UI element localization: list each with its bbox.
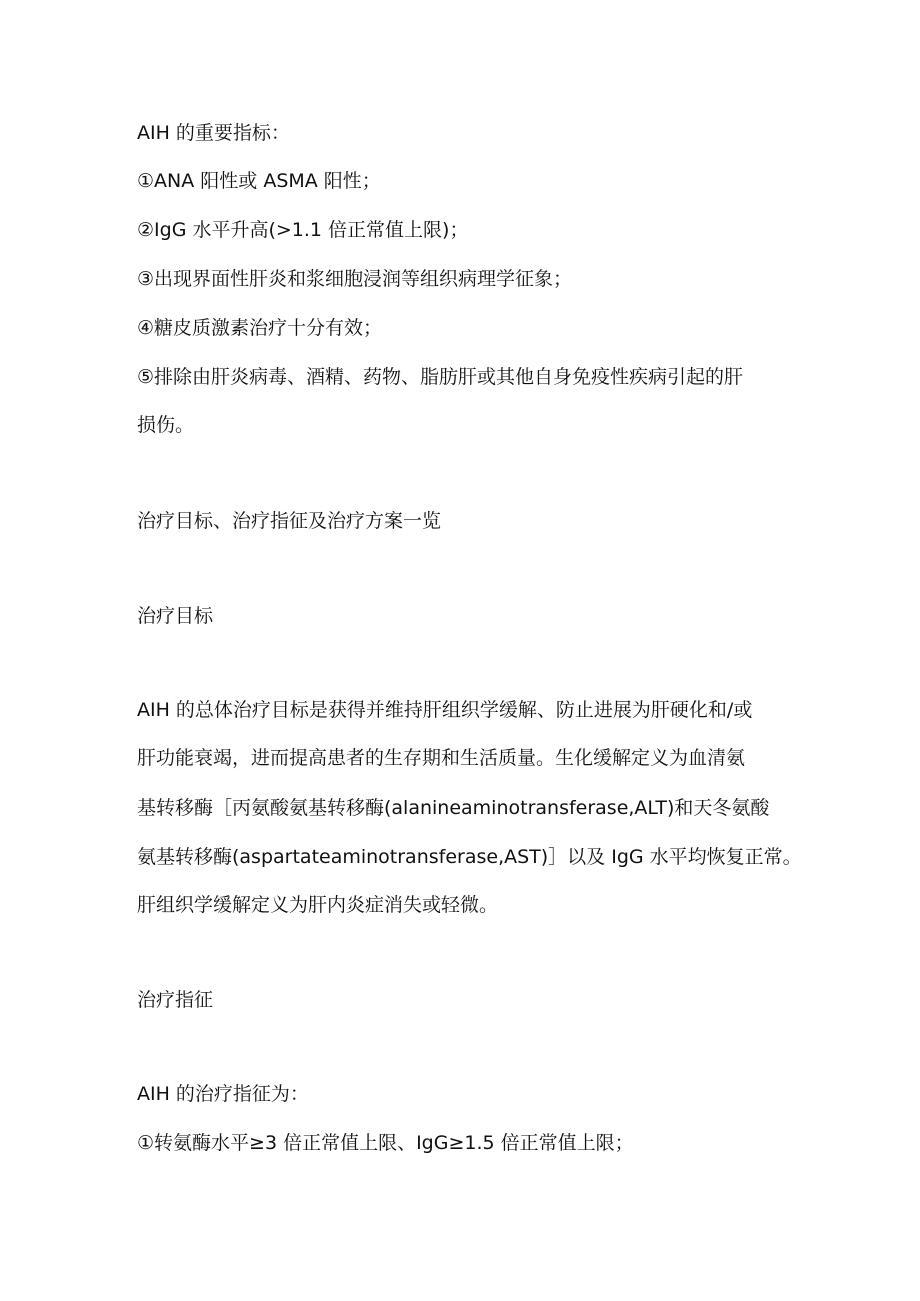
criteria-item-1: ①ANA 阳性或 ASMA 阳性； [137,170,381,192]
section-title-treatment-indication: 治疗指征 [137,989,214,1011]
indication-heading: AIH 的治疗指征为： [137,1083,309,1105]
section-title-overview: 治疗目标、治疗指征及治疗方案一览 [137,510,442,532]
goal-paragraph-line-5: 肝组织学缓解定义为肝内炎症消失或轻微。 [137,894,499,916]
criteria-item-2: ②IgG 水平升高(>1.1 倍正常值上限)； [137,219,469,241]
indication-item-1: ①转氨酶水平≥3 倍正常值上限、IgG≥1.5 倍正常值上限； [137,1132,634,1154]
goal-paragraph-line-2: 肝功能衰竭，进而提高患者的生存期和生活质量。生化缓解定义为血清氨 [137,747,746,769]
goal-paragraph-line-4: 氨基转移酶(aspartateaminotransferase,AST)］以及 IgG 水平均恢复正常。 [137,846,802,868]
goal-paragraph-line-1: AIH 的总体治疗目标是获得并维持肝组织学缓解、防止进展为肝硬化和/或 [137,699,753,721]
criteria-item-5-continued: 损伤。 [137,414,195,436]
criteria-item-5: ⑤排除由肝炎病毒、酒精、药物、脂肪肝或其他自身免疫性疾病引起的肝 [137,366,744,388]
goal-paragraph-line-3: 基转移酶［丙氨酸氨基转移酶(alanineaminotransferase,ALT)和天冬氨酸 [137,797,770,819]
criteria-heading: AIH 的重要指标： [137,122,290,144]
criteria-item-4: ④糖皮质激素治疗十分有效； [137,317,383,339]
section-title-treatment-goal: 治疗目标 [137,605,214,627]
criteria-item-3: ③出现界面性肝炎和浆细胞浸润等组织病理学征象； [137,268,573,290]
